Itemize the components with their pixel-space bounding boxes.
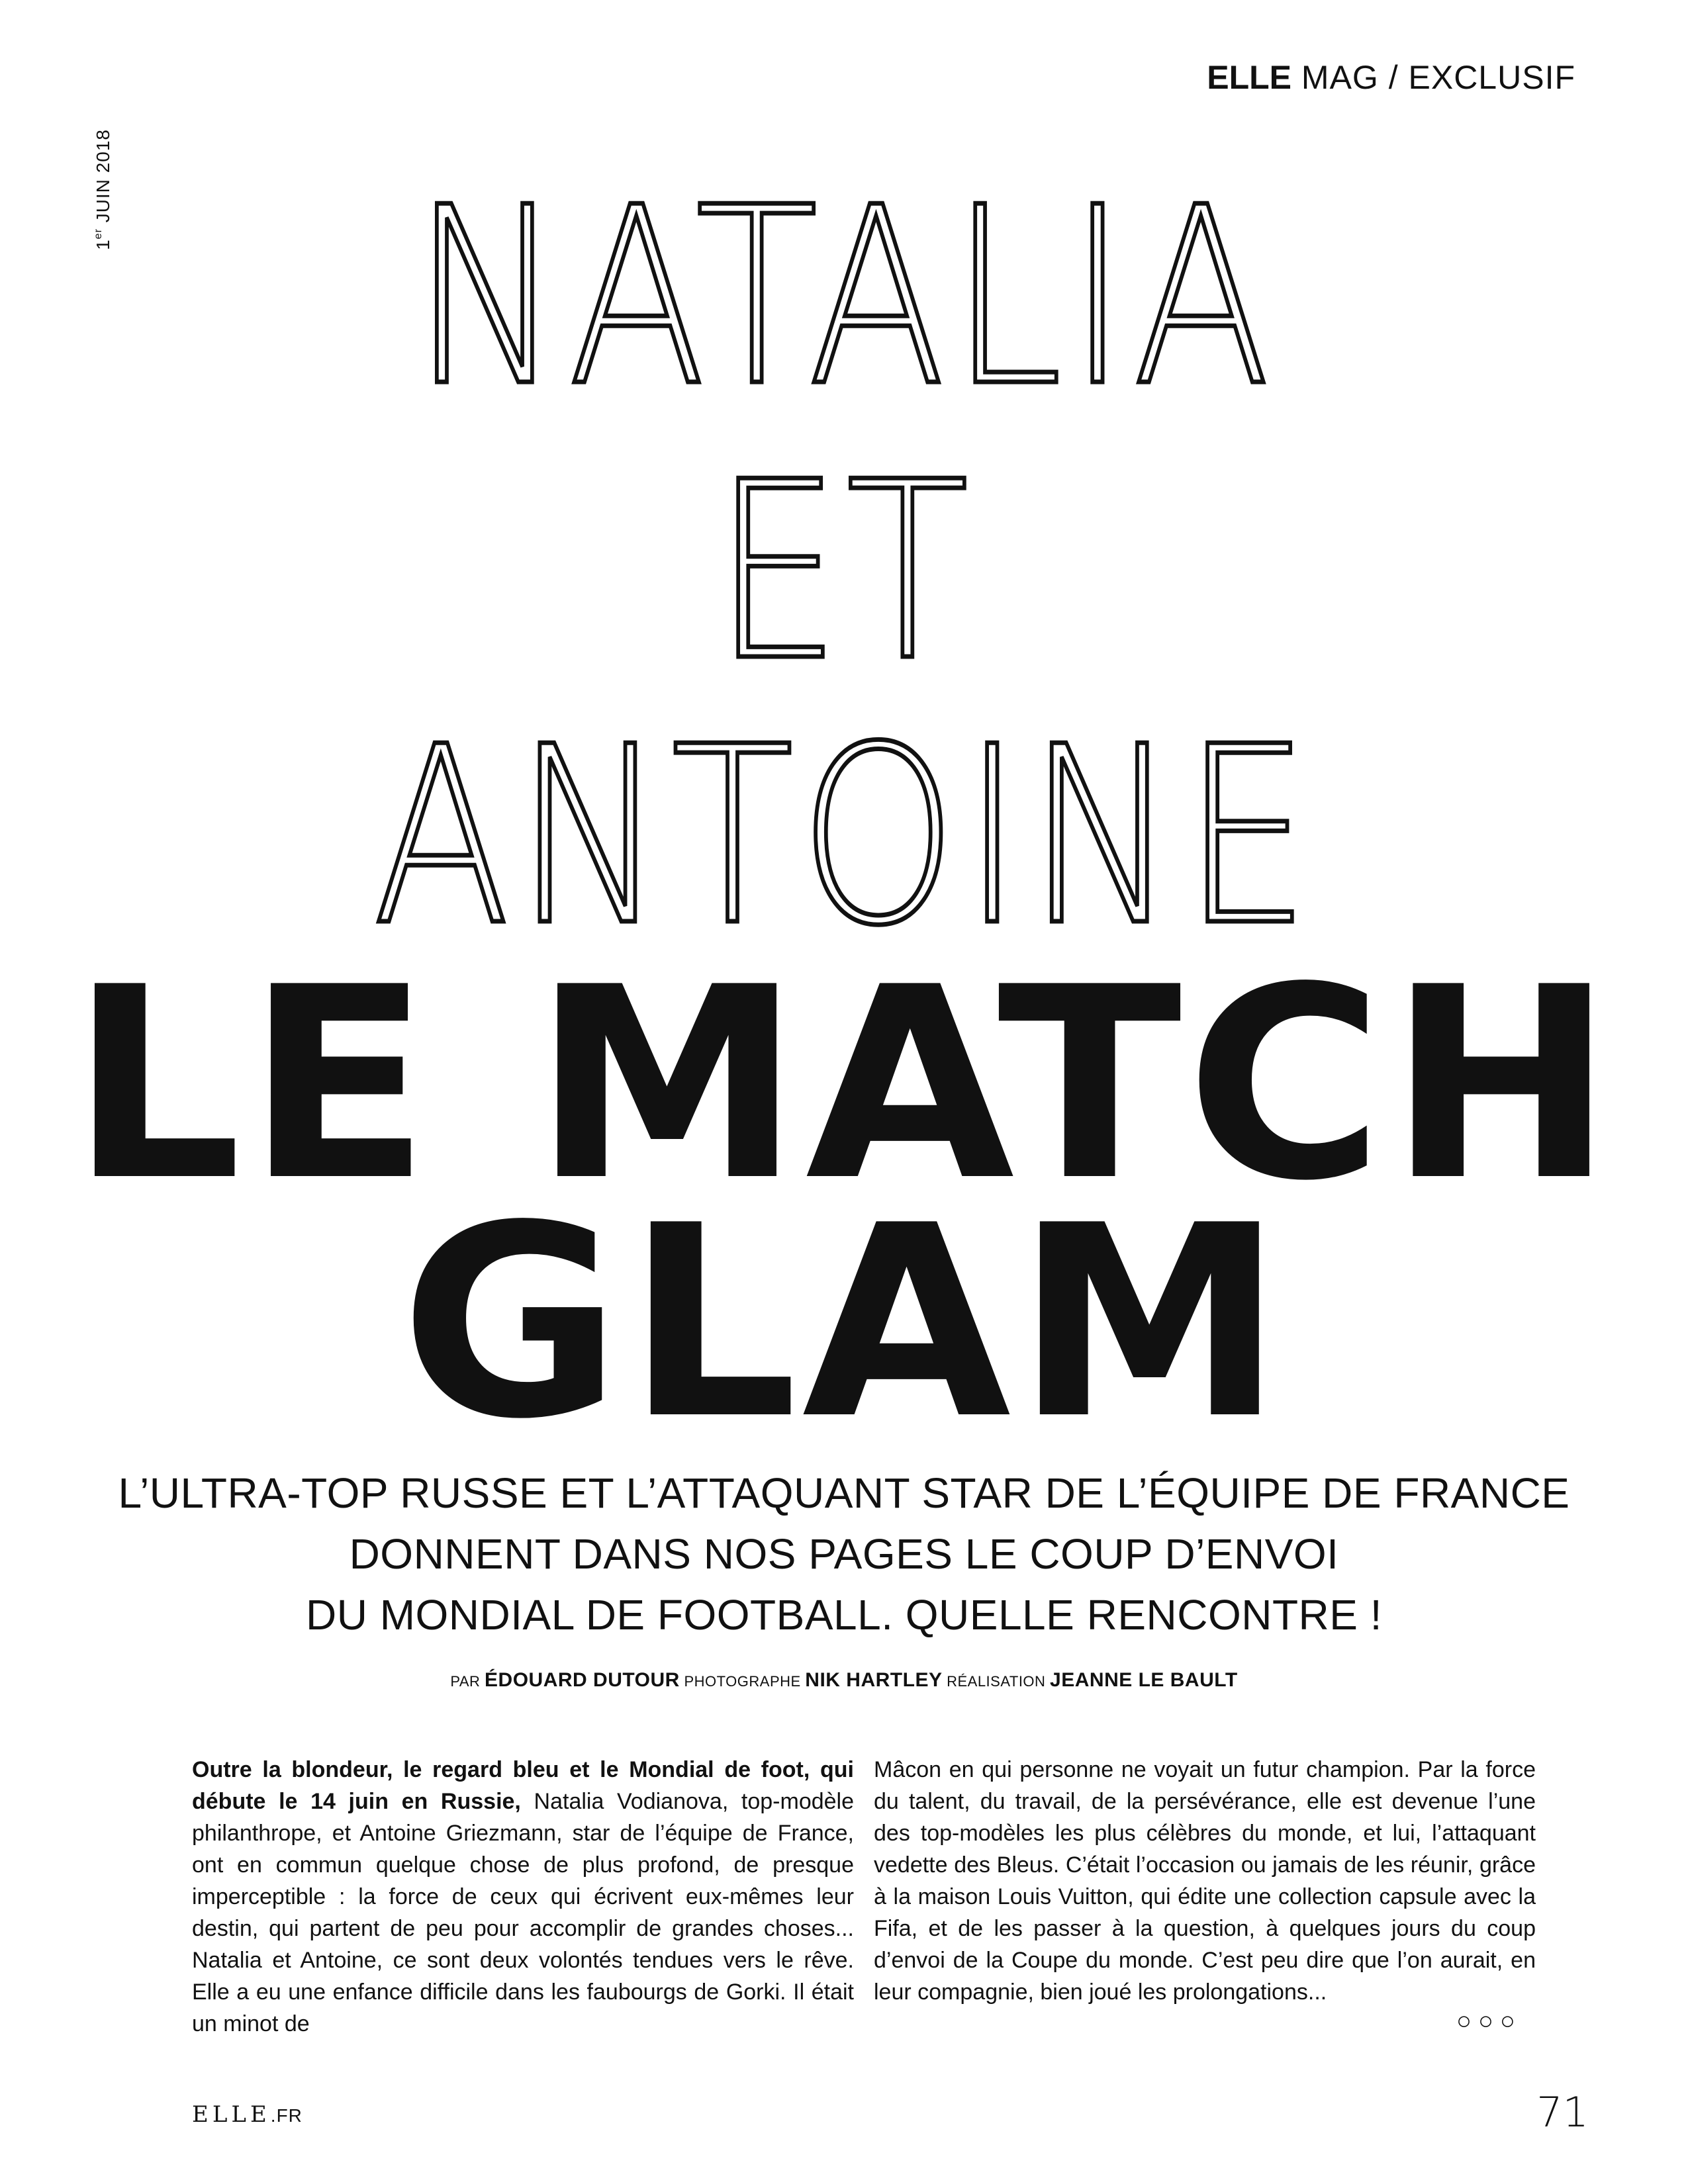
page-number: 71 (1536, 2088, 1589, 2136)
photographer-name: NIK HARTLEY (805, 1669, 943, 1691)
credit-label: PHOTOGRAPHE (679, 1673, 806, 1690)
issue-date (93, 129, 114, 250)
body-text: Mâcon en qui personne ne voyait un futur champion. Par la force du talent, du travail, de la persévérance, elle est devenue l’une des top-modèles les plus célèbres du monde, et lui, l’attaquant vedette des Bleus. C’était l’occasion ou jamais de les réunir, grâce à la maison Louis Vuitton, qui édite une collection capsule avec la Fifa, et de les passer à la question, à quelques jours du coup d’envoi de la Coupe du monde. C’est peu dire que l’on aurait, en leur compagnie, bien joué les prolongations... (874, 1757, 1536, 2005)
title-line-glam: GLAM (400, 1169, 1288, 1477)
author-name: ÉDOUARD DUTOUR (485, 1669, 680, 1691)
byline-credits (0, 1669, 1688, 1692)
section-header (1207, 61, 1575, 94)
footer-domain: .FR (270, 2105, 303, 2126)
stylist-name: JEANNE LE BAULT (1050, 1669, 1238, 1691)
body-column-left (192, 1754, 854, 2040)
title-line-antoine: ANTOINE (372, 695, 1316, 979)
standfirst (0, 1463, 1688, 1645)
footer-site (192, 2101, 303, 2128)
magazine-brand: ELLE (1207, 59, 1292, 96)
body-text: Natalia Vodianova, top-modèle philanthrope, et Antoine Griezmann, star de l’équipe de France, ont en commun quelque chose de plus profond, de presque imperceptible : la force de ceux qui écrivent eux-mêmes leur destin, qui partent de peu pour accomplir de grandes choses... Natalia et Antoine, ce sont deux volontés tendues vers le rêve. Elle a eu une enfance difficile dans les faubourgs de Gorki. Il était un minot de (192, 1789, 855, 2036)
credit-label: PAR (450, 1673, 485, 1690)
footer-brand: ELLE (192, 2101, 271, 2128)
credit-label: RÉALISATION (942, 1673, 1051, 1690)
standfirst-line: DU MONDIAL DE FOOTBALL. QUELLE RENCONTRE ! (305, 1591, 1383, 1639)
section-label: MAG / EXCLUSIF (1291, 59, 1575, 96)
body-column-right (874, 1754, 1536, 2008)
date-rest: JUIN 2018 (93, 129, 113, 229)
standfirst-line: DONNENT DANS NOS PAGES LE COUP D’ENVOI (349, 1530, 1339, 1578)
title-line-natalia: NATALIA (412, 156, 1276, 440)
body-lead: Outre la blondeur, le regard bleu et le Mondial de foot, qui débute le 14 juin en Russie, (192, 1757, 854, 1814)
date-suffix: er (93, 228, 104, 240)
title-line-et: ET (714, 430, 974, 715)
title-line-le-match: LE MATCH (70, 931, 1618, 1239)
date-day: 1 (93, 239, 113, 250)
standfirst-line: L’ULTRA-TOP RUSSE ET L’ATTAQUANT STAR DE L’ÉQUIPE DE FRANCE (118, 1469, 1570, 1517)
end-of-text-mark: ○○○ (1456, 2007, 1522, 2035)
